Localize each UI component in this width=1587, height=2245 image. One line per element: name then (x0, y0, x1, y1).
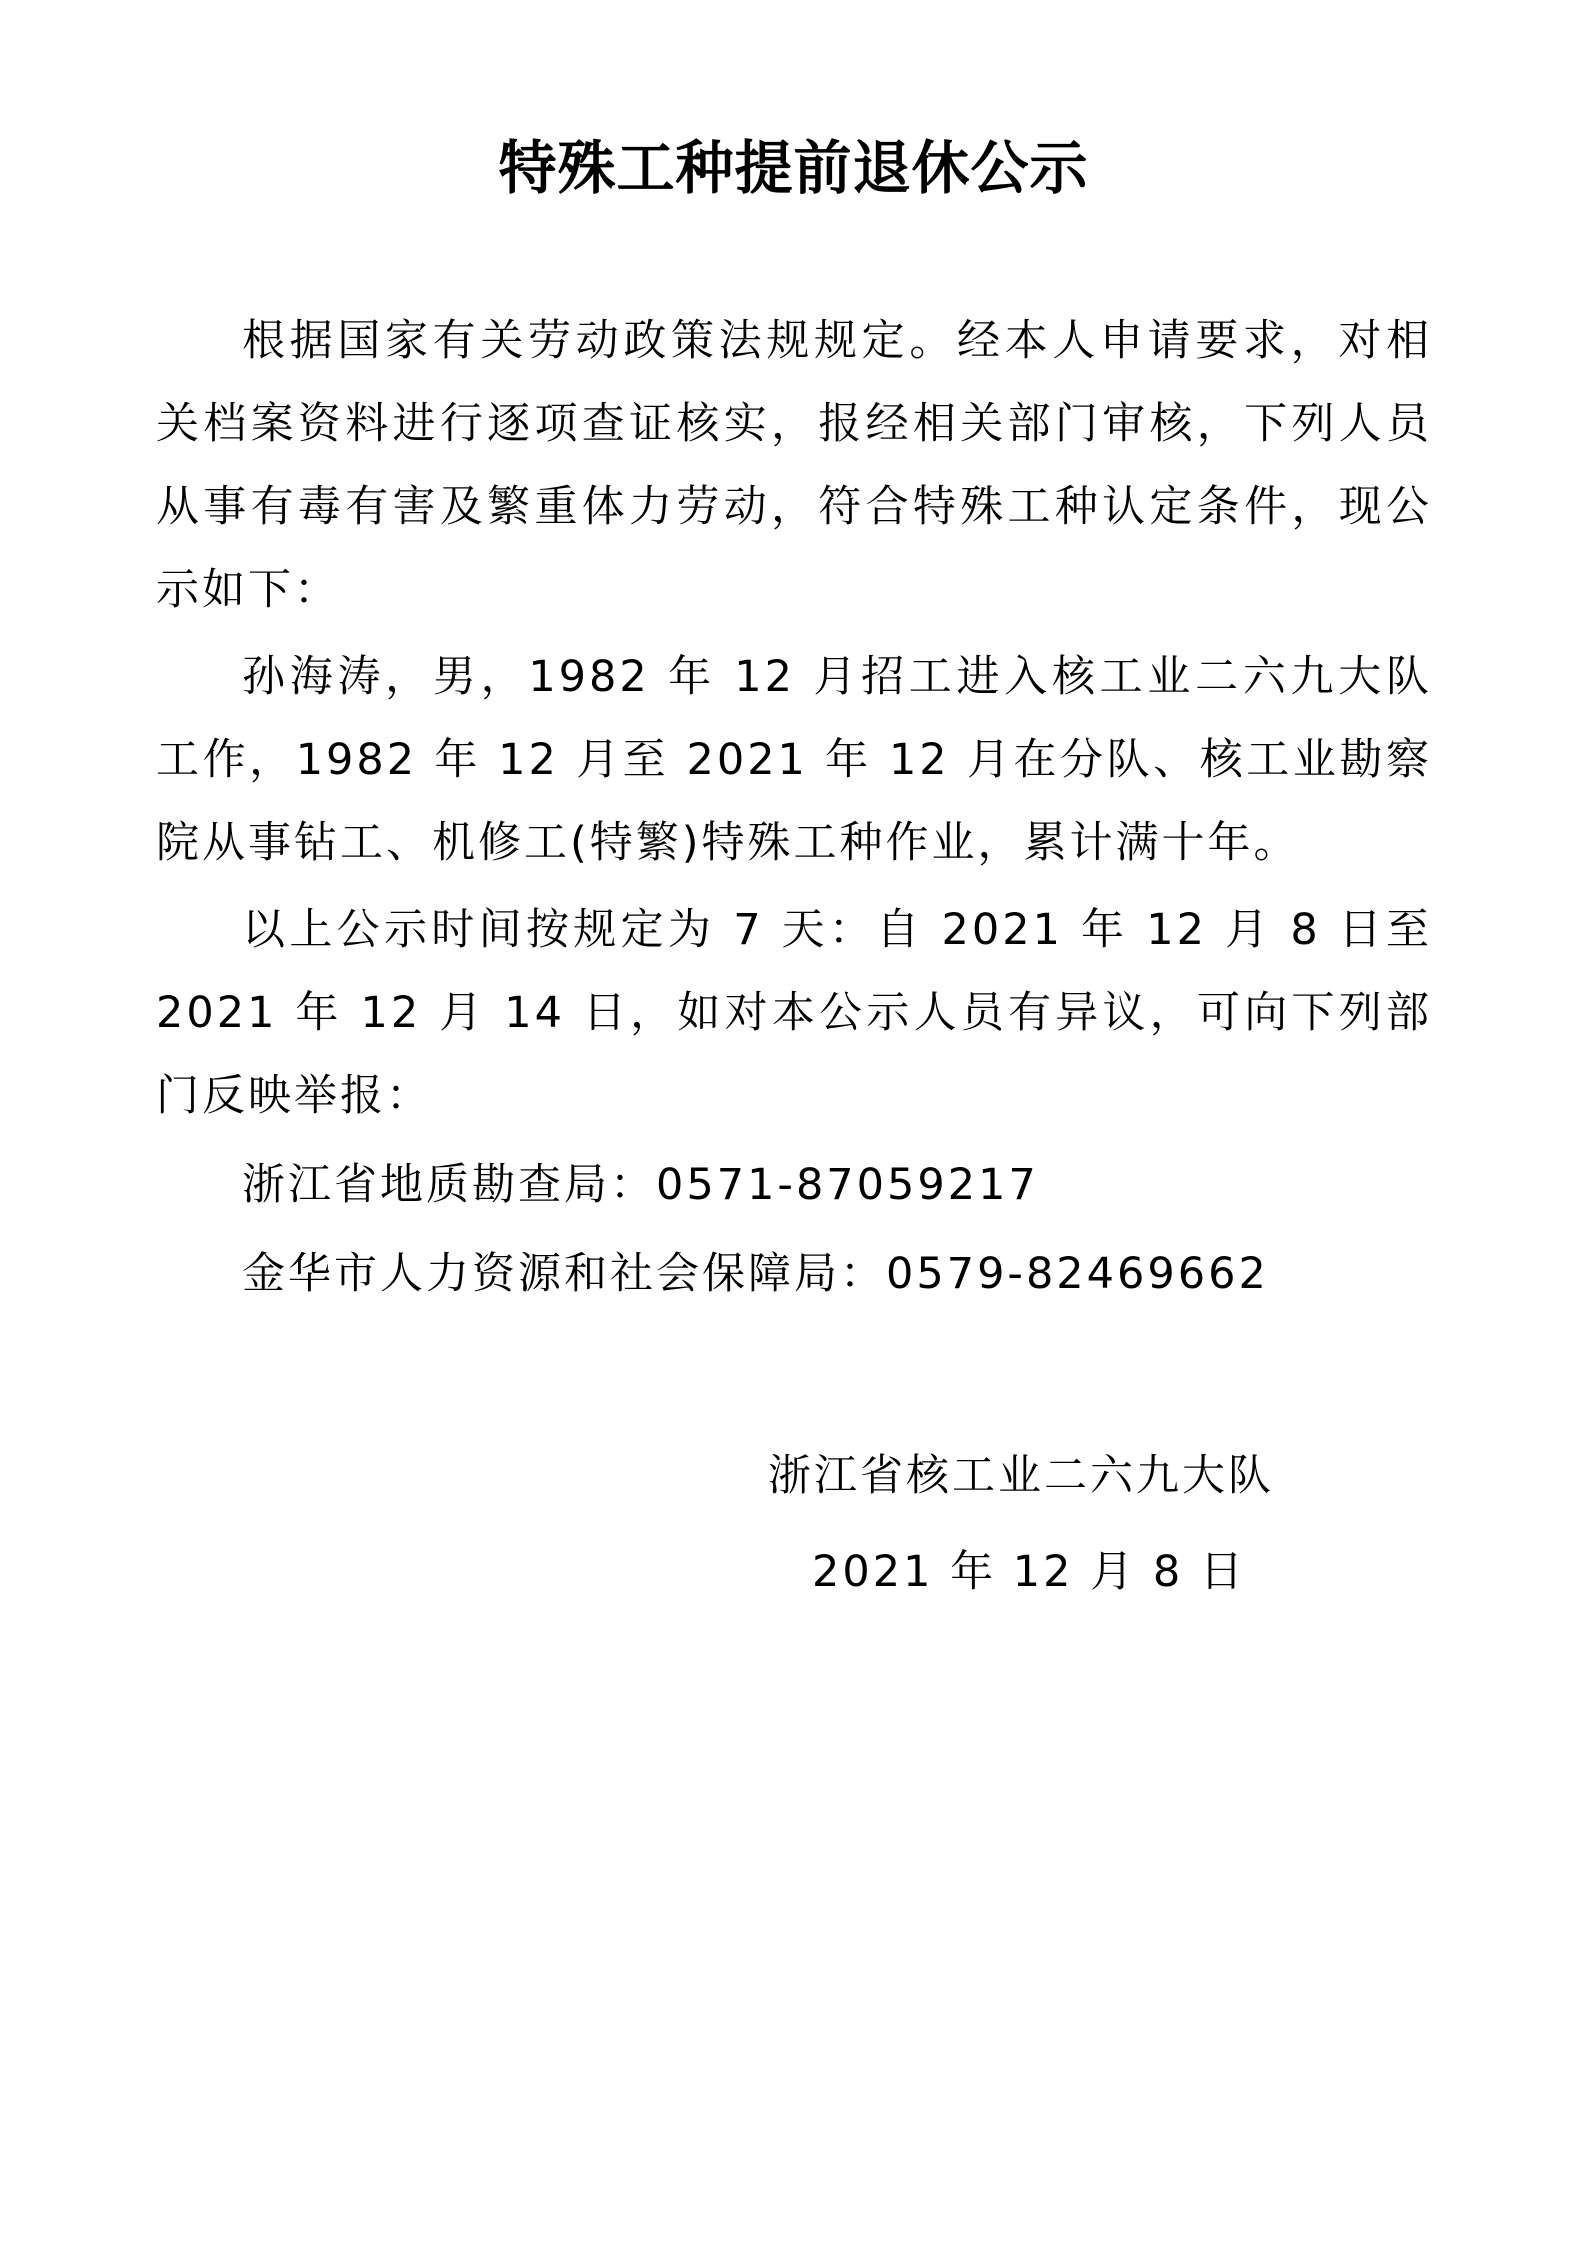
signature-organization: 浙江省核工业二六九大队 (768, 1451, 1274, 1501)
person-paragraph: 孙海涛，男，1982 年 12 月招工进入核工业二六九大队工作，1982 年 12 月至 2021 年 12 月在分队、核工业勘察院从事钻工、机修工(特繁)特殊工种作业，累计满十年。 (156, 652, 1432, 868)
signature-block (768, 1428, 1408, 1620)
period-paragraph: 以上公示时间按规定为 7 天：自 2021 年 12 月 8 日至 2021 年 12 月 14 日，如对本公示人员有异议，可向下列部门反映举报： (156, 905, 1432, 1121)
document-body (156, 300, 1432, 1316)
document-title: 特殊工种提前退休公示 (498, 134, 1089, 202)
signature-date: 2021 年 12 月 8 日 (812, 1547, 1246, 1597)
intro-paragraph: 根据国家有关劳动政策法规规定。经本人申请要求，对相关档案资料进行逐项查证核实，报经相关部门审核，下列人员从事有毒有害及繁重体力劳动，符合特殊工种认定条件，现公示如下： (156, 316, 1432, 615)
contact-geology-bureau: 浙江省地质勘查局：0571-87059217 (242, 1160, 1039, 1210)
contact-hr-bureau: 金华市人力资源和社会保障局：0579-82469662 (242, 1249, 1269, 1299)
